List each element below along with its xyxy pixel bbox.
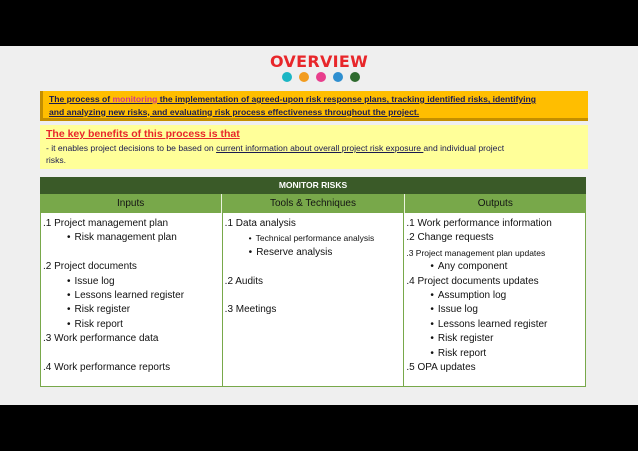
benefits-line2: risks. (46, 155, 67, 165)
benefits-box (40, 125, 588, 169)
list-item (43, 347, 222, 361)
decorative-dots (282, 72, 360, 82)
column-headers (40, 194, 586, 213)
column-header-inputs: Inputs (40, 194, 222, 213)
list-subitem: • Lessons learned register (406, 318, 585, 332)
list-subitem: • Risk report (406, 347, 585, 361)
inputs-column (41, 213, 223, 386)
table-body (40, 213, 586, 387)
column-header-tools: Tools & Techniques (222, 194, 404, 213)
dot-2 (299, 72, 309, 82)
benefits-dash: - it enables project decisions to be based on (46, 143, 217, 153)
list-subitem: • Risk register (406, 332, 585, 346)
list-subitem: • Risk report (43, 318, 222, 332)
list-item: .3 Project management plan updates (406, 247, 546, 258)
list-item: .2 Project documents (43, 261, 137, 273)
list-subitem: • Issue log (406, 303, 585, 317)
dot-5 (350, 72, 360, 82)
list-subitem: • Lessons learned register (43, 289, 222, 303)
page-title: OVERVIEW (269, 52, 369, 71)
slide (0, 46, 638, 405)
list-subitem: • Any component (406, 260, 585, 274)
list-item: .2 Audits (224, 275, 264, 287)
column-header-outputs: Outputs (477, 198, 513, 209)
list-subitem: • Risk register (43, 303, 222, 317)
list-item: .1 Data analysis (224, 218, 296, 229)
monitor-risks-table (40, 177, 586, 387)
list-item (225, 260, 404, 274)
list-item: .3 Meetings (224, 304, 277, 316)
benefits-tail: and individual project (423, 143, 505, 153)
list-item: .4 Work performance reports (43, 361, 171, 373)
list-item: .1 Work performance information (406, 218, 552, 229)
list-item (225, 289, 404, 303)
outputs-column (404, 213, 585, 386)
intro-pre: The process of (49, 94, 113, 104)
list-subitem: • Issue log (43, 275, 222, 289)
table-header: MONITOR RISKS (40, 177, 586, 194)
benefits-underlined: current information about overall project risk exposure (216, 143, 424, 153)
list-subitem: • Technical performance analysis (225, 231, 404, 245)
intro-highlight: monitoring (112, 94, 158, 104)
list-item: .2 Change requests (406, 232, 494, 244)
list-subitem: • Risk management plan (43, 231, 222, 245)
dot-1 (282, 72, 292, 82)
intro-line1: the implementation of agreed-upon risk response plans, tracking identified risks, identifying (157, 94, 537, 104)
list-item (43, 246, 222, 260)
list-item: .5 OPA updates (406, 361, 476, 373)
list-item: .1 Project management plan (43, 218, 169, 229)
tools-column (223, 213, 405, 386)
benefits-heading: The key benefits of this process is that (46, 128, 240, 140)
intro-line2: and analyzing new risks, and evaluating risk process effectiveness throughout the project. (49, 106, 420, 117)
list-subitem: • Assumption log (406, 289, 585, 303)
dot-3 (316, 72, 326, 82)
list-subitem: • Reserve analysis (225, 246, 404, 260)
list-item: .4 Project documents updates (406, 275, 539, 287)
list-item: .3 Work performance data (43, 333, 159, 345)
dot-4 (333, 72, 343, 82)
intro-box (40, 91, 588, 121)
